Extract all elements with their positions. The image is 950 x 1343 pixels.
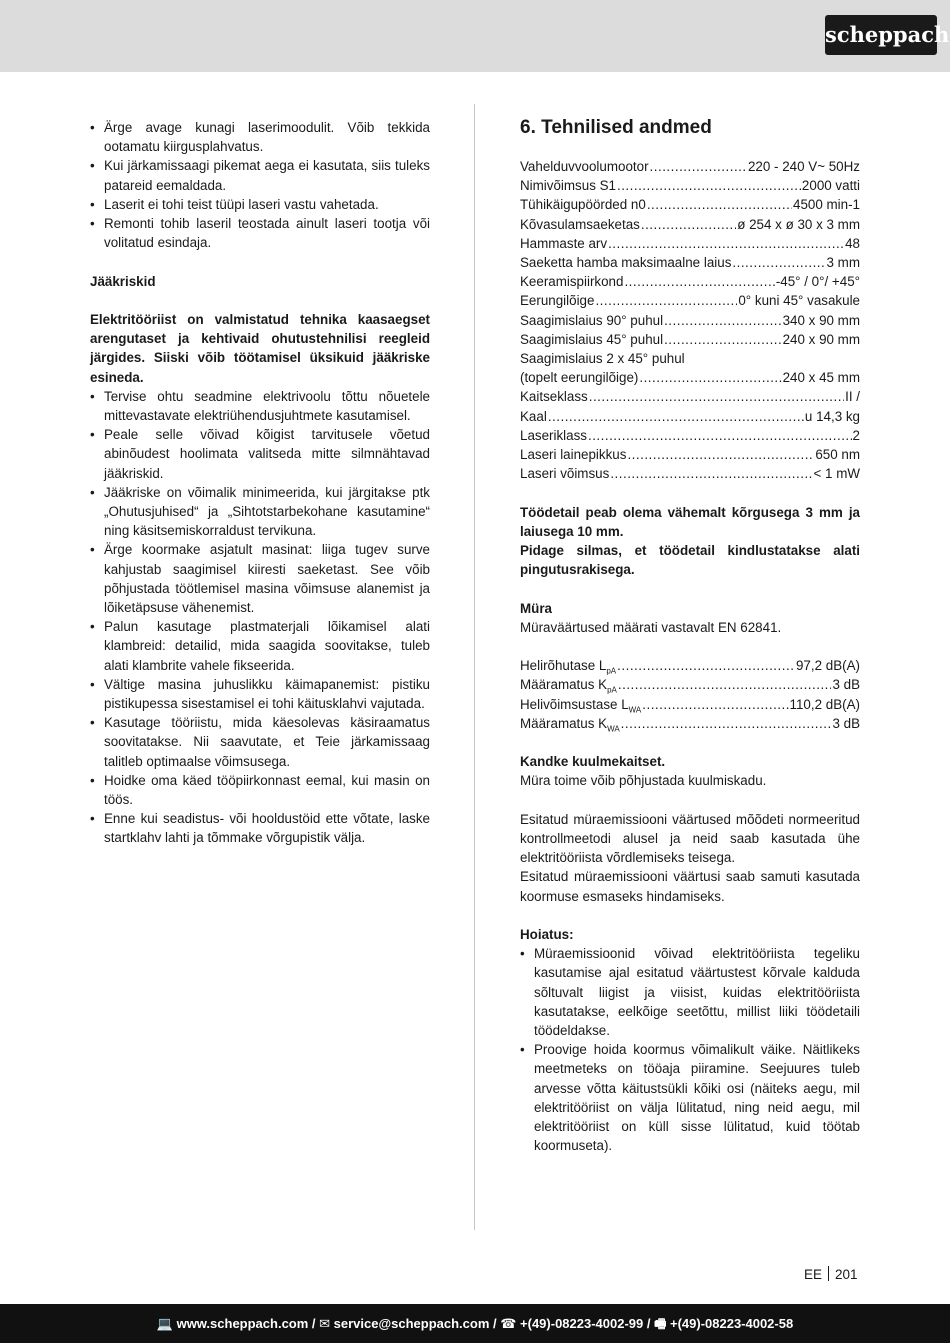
spec-label: Kaal [520, 408, 547, 424]
spec-table [520, 157, 860, 483]
noise-intro: Müraväärtused määrati vastavalt EN 62841. [520, 619, 782, 635]
workpiece-note: Töödetail peab olema vähemalt kõrgusega 3 mm ja laiusega 10 mm. [520, 504, 860, 539]
spec-label: Keeramispiirkond [520, 274, 624, 290]
noise-value: 97,2 dB(A) [795, 658, 860, 674]
noise-label-sub: pA [606, 666, 617, 676]
residual-risks-intro: Elektritööriist on valmistatud tehnika kaasaegset arengutaset ja kehtivaid ohutustehnilisi reegleid järgides. Siiski võib töötamisel üksikuid jääkriske esineda. [90, 312, 430, 385]
spec-row [520, 215, 860, 234]
residual-risks-heading: Jääkriskid [90, 273, 156, 289]
noise-label [520, 656, 616, 675]
noise-label-sub: WA [628, 705, 642, 715]
clamp-note: Pidage silmas, et töödetail kindlustatakse alati pingutusrakisega. [520, 543, 860, 578]
noise-row [520, 656, 860, 675]
spec-value: u 14,3 kg [804, 408, 860, 424]
left-column [90, 118, 430, 848]
list-item: • Enne kui seadistus- või hooldustöid ette võtate, laske startklahv lahti ja tõmmake võrgupistik välja. [90, 809, 430, 847]
list-item: • Peale selle võivad kõigist tarvitusele võetud abinõudest hoolimata valitseda mitte silmnähtavad jääkriskid. [90, 425, 430, 483]
spec-value: 2000 vatti [801, 178, 860, 194]
spec-label: Saagimislaius 90° puhul [520, 312, 664, 328]
spec-row [520, 253, 860, 272]
spec-row [520, 368, 860, 387]
spec-label: Laseriklass [520, 427, 587, 443]
spec-value: ø 254 x ø 30 x 3 mm [737, 216, 860, 232]
spec-value: 3 mm [826, 255, 860, 271]
spec-value: 2 [852, 427, 860, 443]
spec-value: -45° / 0°/ +45° [775, 274, 860, 290]
laser-safety-list [90, 118, 430, 252]
noise-label [520, 695, 641, 714]
spec-value: 240 x 45 mm [782, 370, 860, 386]
spec-label: Laseri lainepikkus [520, 447, 627, 463]
spec-value: II / [845, 389, 860, 405]
noise-value: 3 dB [832, 715, 860, 731]
spec-value: 220 - 240 V~ 50Hz [747, 159, 860, 174]
list-item: • Proovige hoida koormus võimalikult väike. Näitlikeks meetmeteks on tööaja piiramine. Seejuures tuleb arvesse võtta käitustsükli kõiki osi (näiteks aegu, mil elektritööriist on välja lülitatud, ning neid aegu, mil elektritööriist on küll sisse lülitatud, kuid töötab koormuseta). [520, 1040, 860, 1155]
right-column [520, 118, 860, 1155]
spec-label: Nimivõimsus S1 [520, 178, 616, 194]
noise-label [520, 714, 620, 733]
hearing-text: Müra toime võib põhjustada kuulmiskadu. [520, 773, 767, 789]
spec-row [520, 464, 860, 483]
spec-row [520, 234, 860, 253]
spec-value: < 1 mW [813, 466, 860, 482]
spec-row [520, 291, 860, 310]
noise-row [520, 695, 860, 714]
warning-heading: Hoiatus: [520, 927, 574, 943]
spec-label: Laseri võimsus [520, 466, 610, 482]
spec-value: 240 x 90 mm [782, 331, 860, 347]
spec-row [520, 426, 860, 445]
spec-row [520, 176, 860, 195]
spec-label: Saagimislaius 2 x 45° puhul [520, 351, 685, 367]
spec-label: Eerungilõige [520, 293, 595, 309]
list-item: • Ärge koormake asjatult masinat: liiga tugev surve kahjustab saagimisel kiiresti saeketast. See võib põhjustada töötlemisel masina võimsuse alanemist ja lõiketäpsuse vähenemist. [90, 540, 430, 617]
spec-label: Kõvasulamsaeketas [520, 216, 640, 232]
list-item: • Kasutage tööriistu, mida käesolevas käsiraamatus soovitatakse. Nii saavutate, et Teie järkamissaag talitleb optimaalse võimsusega. [90, 713, 430, 771]
spec-row [520, 195, 860, 214]
spec-label: Vahelduvvoolumootor [520, 159, 649, 174]
list-item: • Vältige masina juhuslikku käimapanemist: pistiku pistikupessa sisestamisel ei tohi käitusklahvi vajutada. [90, 675, 430, 713]
noise-label-sub: pA [607, 686, 617, 696]
emission-paragraph: Esitatud müraemissiooni väärtusi saab samuti kasutada koormuse esmaseks hindamiseks. [520, 869, 860, 904]
noise-label-text: Määramatus K [520, 715, 608, 731]
brand-logo: scheppach [825, 15, 937, 55]
spec-value: 0° kuni 45° vasakule [738, 293, 860, 309]
list-item: • Kui järkamissaagi pikemat aega ei kasutata, siis tuleks patareid eemaldada. [90, 156, 430, 194]
spec-label: Tühikäigupöörded n0 [520, 197, 646, 213]
noise-label-sub: WA [607, 724, 620, 734]
noise-label [520, 675, 617, 694]
noise-row [520, 714, 860, 733]
spec-label: (topelt eerungilõige) [520, 370, 639, 386]
hearing-heading: Kandke kuulmekaitset. [520, 754, 666, 770]
spec-row [520, 330, 860, 349]
header-bar [0, 0, 950, 72]
noise-label-text: Helirõhutase L [520, 658, 607, 674]
noise-row [520, 675, 860, 694]
spec-row [520, 387, 860, 406]
list-item: • Remonti tohib laseril teostada ainult laseri tootja või volitatud esindaja. [90, 214, 430, 252]
list-item: • Müraemissioonid võivad elektritööriista tegeliku kasutamise ajal esitatud väärtustest kõrvale kalduda sõltuvalt liigist ja viisist, kuidas elektritööriista kasutatakse, eelkõige seetõttu, millist liiki töödetaili töödeldakse. [520, 944, 860, 1040]
footer-contact-text: 💻 www.scheppach.com / ✉ service@scheppach.com / ☎ +(49)-08223-4002-99 / 🖷 +(49)-08223-4002-58 [156, 1316, 794, 1331]
noise-table [520, 656, 860, 733]
spec-label: Hammaste arv [520, 235, 608, 251]
noise-heading: Müra [520, 600, 552, 616]
list-item: • Tervise ohtu seadmine elektrivoolu tõttu nõuetele mittevastavate elektriühendusjuhtmete kasutamisel. [90, 387, 430, 425]
spec-label: Saeketta hamba maksimaalne laius [520, 255, 732, 271]
list-item: • Hoidke oma käed tööpiirkonnast eemal, kui masin on töös. [90, 771, 430, 809]
spec-label: Saagimislaius 45° puhul [520, 331, 664, 347]
list-item: • Ärge avage kunagi laserimoodulit. Võib tekkida ootamatu kiirgusplahvatus. [90, 118, 430, 156]
spec-row [520, 157, 860, 176]
spec-row [520, 311, 860, 330]
column-divider [474, 104, 475, 1230]
spec-row [520, 407, 860, 426]
spec-row [520, 272, 860, 291]
list-item: • Laserit ei tohi teist tüüpi laseri vastu vahetada. [90, 195, 430, 214]
spec-value: 4500 min-1 [793, 197, 860, 213]
residual-risks-list [90, 387, 430, 848]
page-number [804, 1265, 858, 1284]
list-item: • Jääkriske on võimalik minimeerida, kui järgitakse ptk „Ohutusjuhised“ ja „Sihtotstarbekohane kasutamine“ ning käsitsemiskorraldust tervikuna. [90, 483, 430, 541]
footer-bar [0, 1304, 950, 1343]
noise-label-text: Määramatus K [520, 677, 608, 693]
spec-row [520, 445, 860, 464]
page-number-value: 201 [835, 1267, 858, 1282]
language-code: EE [804, 1267, 823, 1282]
emission-paragraph: Esitatud müraemissiooni väärtused mõõdeti normeeritud kontrollmeetodi alusel ja neid saab kasutada ühe elektritööriista võrdlemiseks teisega. [520, 811, 860, 866]
spec-value: 340 x 90 mm [782, 312, 860, 328]
section-title: 6. Tehnilised andmed [520, 117, 712, 138]
noise-value: 3 dB [832, 677, 860, 693]
list-item: • Palun kasutage plastmaterjali lõikamisel alati klambreid: detailid, mida saagida soovitakse, tuleb alati klambrite vahele fikseerida. [90, 617, 430, 675]
warning-list [520, 944, 860, 1155]
noise-value: 110,2 dB(A) [789, 696, 860, 712]
page-separator [828, 1266, 829, 1281]
spec-value: 48 [845, 235, 860, 251]
spec-value: 650 nm [815, 447, 860, 463]
spec-label: Kaitseklass [520, 389, 588, 405]
noise-label-text: Helivõimsustase L [520, 696, 629, 712]
